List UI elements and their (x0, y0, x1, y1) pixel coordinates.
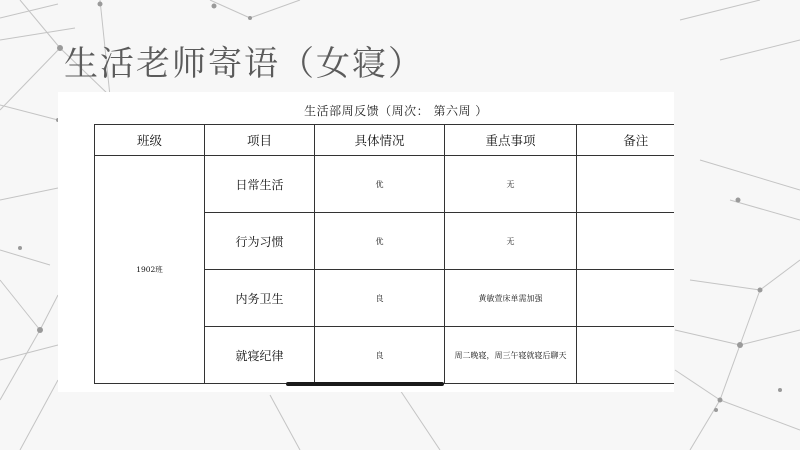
document-heading: 生活部周反馈（周次： 第六周 ） (304, 104, 488, 118)
note-cell (577, 327, 675, 384)
table-header-row (95, 125, 675, 156)
focus-cell: 无 (445, 213, 577, 270)
column-header-status: 具体情况 (315, 125, 445, 156)
status-cell: 良 (315, 270, 445, 327)
focus-cell: 周二晚寝，周三午寝就寝后聊天 (445, 327, 577, 384)
column-header-class: 班级 (95, 125, 205, 156)
item-cell: 行为习惯 (205, 213, 315, 270)
focus-cell: 黄敏萱床单需加强 (445, 270, 577, 327)
column-header-note: 备注 (577, 125, 675, 156)
status-cell: 优 (315, 213, 445, 270)
item-cell: 日常生活 (205, 156, 315, 213)
status-cell: 优 (315, 156, 445, 213)
note-cell (577, 213, 675, 270)
note-cell (577, 270, 675, 327)
class-cell: 1902班 (95, 156, 205, 384)
feedback-document (58, 92, 674, 392)
table-row (95, 156, 675, 213)
scroll-indicator[interactable] (286, 382, 444, 386)
status-cell: 良 (315, 327, 445, 384)
column-header-item: 项目 (205, 125, 315, 156)
note-cell (577, 156, 675, 213)
slide-title: 生活老师寄语（女寝） (64, 44, 424, 84)
item-cell: 就寝纪律 (205, 327, 315, 384)
focus-cell: 无 (445, 156, 577, 213)
column-header-focus: 重点事项 (445, 125, 577, 156)
item-cell: 内务卫生 (205, 270, 315, 327)
feedback-table (94, 124, 674, 384)
